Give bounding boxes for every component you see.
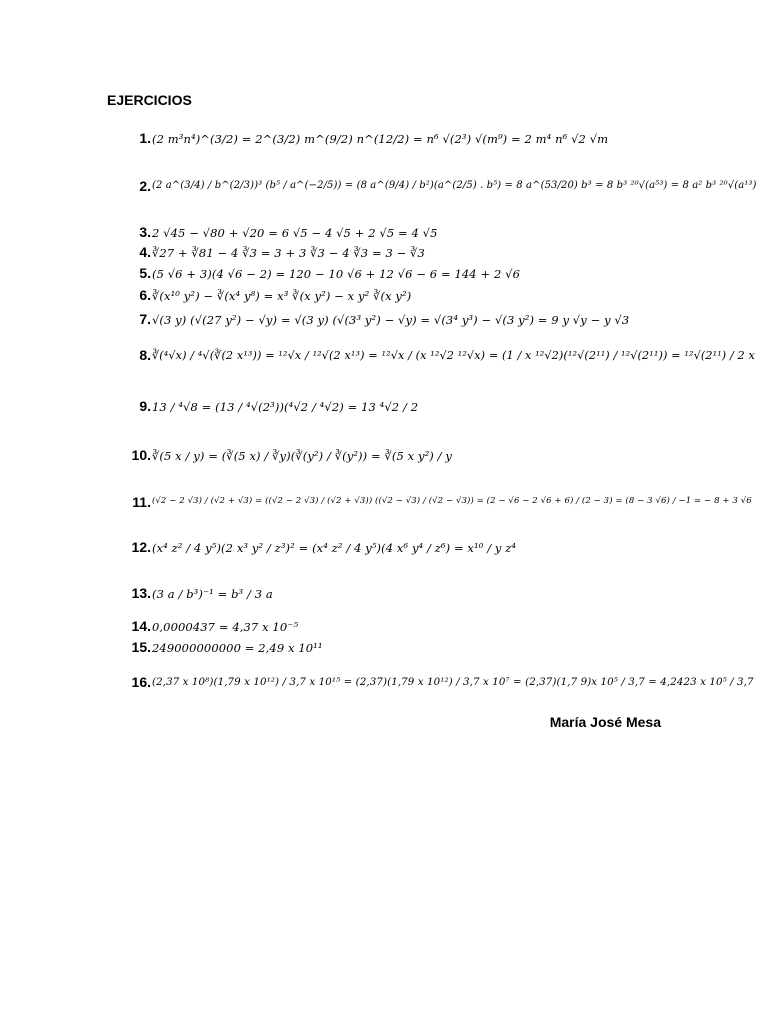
exercise-expression: 13 / ⁴√8 = (13 / ⁴√(2³))(⁴√2 / ⁴√2) = 13 ⁴√2 / 2 (152, 400, 419, 414)
exercise-expression: ∛(⁴√x) / ⁴√(∛(2 x¹³)) = ¹²√x / ¹²√(2 x¹³) = ¹²√x / (x ¹²√2 ¹²√x) = (1 / x ¹²√2)(¹²√(2¹¹) / ¹²√(2¹¹)) = ¹²√(2¹¹) / 2 x (152, 349, 755, 362)
exercise-expression: 2 √45 − √80 + √20 = 6 √5 − 4 √5 + 2 √5 = 4 √5 (152, 226, 438, 240)
exercise-expression: (2 m³n⁴)^(3/2) = 2^(3/2) m^(9/2) n^(12/2) = n⁶ √(2³) √(m⁹) = 2 m⁴ n⁶ √2 √m (152, 132, 609, 146)
exercise-expression: ∛27 + ∛81 − 4 ∛3 = 3 + 3 ∛3 − 4 ∛3 = 3 − ∛3 (152, 246, 425, 260)
exercise-expression: ∛(5 x / y) = (∛(5 x) / ∛y)(∛(y²) / ∛(y²)) = ∛(5 x y²) / y (152, 449, 452, 463)
exercise-number: 9. (139, 398, 151, 414)
exercise-number: 15. (131, 639, 151, 655)
exercise-expression: ∛(x¹⁰ y²) − ∛(x⁴ y⁸) = x³ ∛(x y²) − x y² ∛(x y²) (152, 289, 412, 303)
exercise-item (0, 311, 768, 339)
exercise-expression: √(3 y) (√(27 y²) − √y) = √(3 y) (√(3³ y²) − √y) = √(3⁴ y³) − √(3 y²) = 9 y √y − y √3 (152, 313, 630, 327)
exercise-item (0, 170, 768, 198)
exercise-number: 2. (139, 178, 151, 194)
page-title: EJERCICIOS (107, 92, 192, 108)
exercise-number: 10. (131, 447, 151, 463)
exercise-number: 5. (139, 265, 151, 281)
exercise-number: 7. (139, 311, 151, 327)
exercise-expression: (x⁴ z² / 4 y⁵)(2 x³ y² / z³)² = (x⁴ z² / 4 y⁵)(4 x⁶ y⁴ / z⁶) = x¹⁰ / y z⁴ (152, 541, 517, 555)
exercise-expression: (5 √6 + 3)(4 √6 − 2) = 120 − 10 √6 + 12 √6 − 6 = 144 + 2 √6 (152, 267, 520, 281)
exercise-item (0, 490, 768, 518)
exercise-expression: 0,0000437 = 4,37 x 10⁻⁵ (152, 620, 299, 634)
exercise-number: 6. (139, 287, 151, 303)
exercise-item (0, 394, 768, 422)
exercise-item (0, 126, 768, 154)
exercise-expression: (√2 − 2 √3) / (√2 + √3) = ((√2 − 2 √3) / (√2 + √3)) ((√2 − √3) / (√2 − √3)) = (2 − √6 − 2 √6 + 6) / (2 − 3) = (8 − 3 √6) / −1 = − 8 + 3 √6 (152, 496, 752, 506)
exercise-number: 12. (131, 539, 151, 555)
exercise-item (0, 639, 768, 667)
exercise-number: 14. (131, 618, 151, 634)
exercise-item (0, 670, 768, 698)
exercise-number: 16. (131, 674, 151, 690)
exercise-number: 3. (139, 224, 151, 240)
exercise-number: 13. (131, 585, 151, 601)
exercise-number: 1. (139, 130, 151, 146)
exercise-expression: (2,37 x 10⁸)(1,79 x 10¹²) / 3,7 x 10¹⁵ = (2,37)(1,79 x 10¹²) / 3,7 x 10⁷ = (2,37)(1,7 9)x 10⁵ / 3,7 = 4,2423 x 10⁵ / 3,7 (152, 676, 754, 688)
exercise-item (0, 343, 768, 371)
exercise-item (0, 535, 768, 563)
exercise-number: 11. (132, 494, 151, 510)
exercise-item (0, 581, 768, 609)
exercise-expression: 249000000000 = 2,49 x 10¹¹ (152, 641, 323, 655)
exercise-expression: (3 a / b³)⁻¹ = b³ / 3 a (152, 587, 273, 601)
exercise-expression: (2 a^(3/4) / b^(2/3))³ (b⁵ / a^(−2/5)) = (8 a^(9/4) / b²)(a^(2/5) . b⁵) = 8 a^(53/20) b³ = 8 b³ ²⁰√(a⁵³) = 8 a² b³ ²⁰√(a¹³) (152, 180, 757, 191)
exercise-number: 8. (139, 347, 151, 363)
author-name: María José Mesa (549, 714, 661, 730)
exercise-item (0, 443, 768, 471)
exercise-number: 4. (139, 244, 151, 260)
